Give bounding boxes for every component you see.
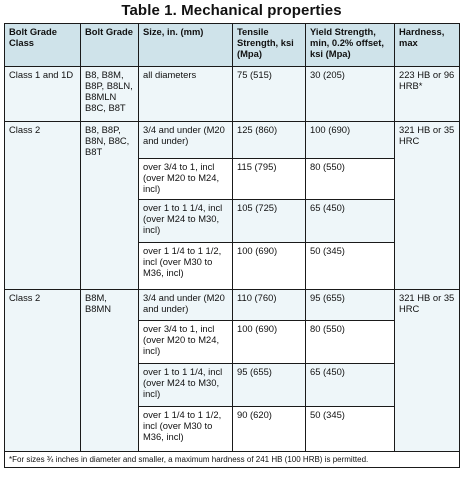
cell-size: all diameters	[139, 67, 233, 122]
cell-yield: 50 (345)	[306, 243, 395, 290]
cell-yield: 80 (550)	[306, 321, 395, 364]
cell-hardness: 223 HB or 96 HRB*	[395, 67, 460, 122]
cell-grade-class: Class 1 and 1D	[5, 67, 81, 122]
cell-tensile: 105 (725)	[233, 200, 306, 243]
cell-size: over 1 1/4 to 1 1/2, incl (over M30 to M36, incl)	[139, 243, 233, 290]
header-bolt-grade: Bolt Grade	[81, 24, 139, 67]
cell-grade-class: Class 2	[5, 122, 81, 290]
cell-tensile: 95 (655)	[233, 364, 306, 407]
cell-size: over 3/4 to 1, incl (over M20 to M24, incl)	[139, 321, 233, 364]
table-row	[5, 290, 460, 321]
cell-size: over 1 to 1 1/4, incl (over M24 to M30, incl)	[139, 200, 233, 243]
cell-size: over 3/4 to 1, incl (over M20 to M24, incl)	[139, 159, 233, 200]
cell-yield: 95 (655)	[306, 290, 395, 321]
cell-grade-class: Class 2	[5, 290, 81, 452]
table-row	[5, 122, 460, 159]
table-row	[5, 67, 460, 122]
cell-size: over 1 to 1 1/4, incl (over M24 to M30, incl)	[139, 364, 233, 407]
cell-tensile: 115 (795)	[233, 159, 306, 200]
cell-tensile: 100 (690)	[233, 321, 306, 364]
cell-size: 3/4 and under (M20 and under)	[139, 122, 233, 159]
cell-grade: B8, B8P, B8N, B8C, B8T	[81, 122, 139, 290]
cell-yield: 50 (345)	[306, 407, 395, 452]
cell-yield: 65 (450)	[306, 200, 395, 243]
cell-tensile: 75 (515)	[233, 67, 306, 122]
header-yield-strength: Yield Strength, min, 0.2% offset, ksi (Mpa)	[306, 24, 395, 67]
header-row	[5, 24, 460, 67]
cell-size: 3/4 and under (M20 and under)	[139, 290, 233, 321]
header-size: Size, in. (mm)	[139, 24, 233, 67]
cell-tensile: 100 (690)	[233, 243, 306, 290]
footnote: *For sizes ¾ inches in diameter and smaller, a maximum hardness of 241 HB (100 HRB) is permitted.	[5, 452, 460, 468]
cell-hardness: 321 HB or 35 HRC	[395, 290, 460, 452]
cell-tensile: 125 (860)	[233, 122, 306, 159]
header-bolt-grade-class: Bolt Grade Class	[5, 24, 81, 67]
cell-tensile: 110 (760)	[233, 290, 306, 321]
cell-yield: 80 (550)	[306, 159, 395, 200]
cell-yield: 100 (690)	[306, 122, 395, 159]
table-title: Table 1. Mechanical properties	[121, 2, 342, 19]
footnote-row	[5, 452, 460, 468]
header-tensile-strength: Tensile Strength, ksi (Mpa)	[233, 24, 306, 67]
header-hardness: Hardness, max	[395, 24, 460, 67]
cell-size: over 1 1/4 to 1 1/2, incl (over M30 to M36, incl)	[139, 407, 233, 452]
cell-hardness: 321 HB or 35 HRC	[395, 122, 460, 290]
cell-yield: 65 (450)	[306, 364, 395, 407]
mechanical-properties-table	[4, 23, 460, 468]
cell-grade: B8M, B8MN	[81, 290, 139, 452]
cell-tensile: 90 (620)	[233, 407, 306, 452]
cell-grade: B8, B8M, B8P, B8LN, B8MLN B8C, B8T	[81, 67, 139, 122]
cell-yield: 30 (205)	[306, 67, 395, 122]
